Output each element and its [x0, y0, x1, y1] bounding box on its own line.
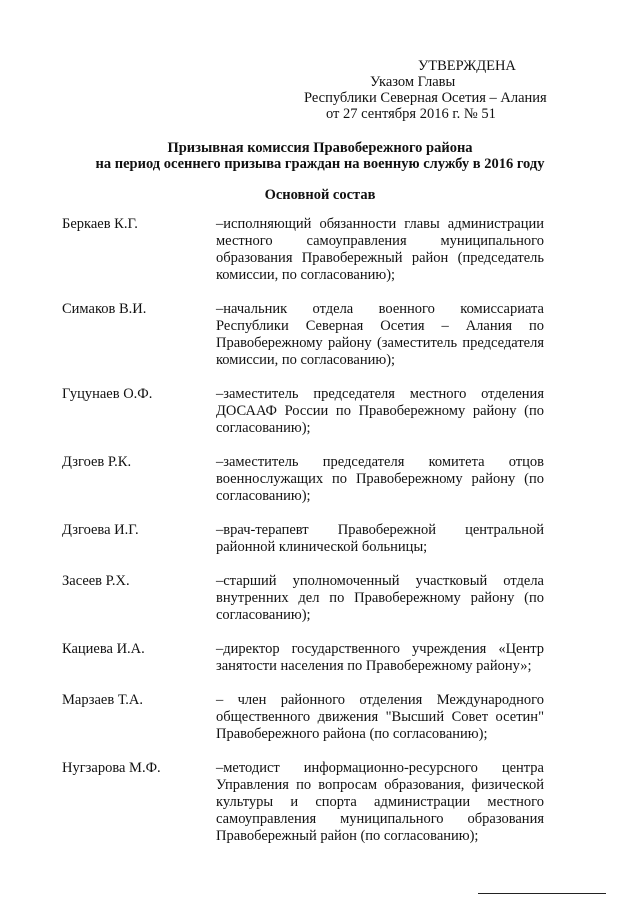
member-name: Нугзарова М.Ф.: [62, 760, 161, 776]
member-entry: [62, 386, 552, 437]
member-role: –методист информационно-ресурсного центра Управления по вопросам образования, физической культуры и спорта администрации местного самоуправления муниципального образования Правобережный район (по согласованию);: [216, 760, 544, 844]
member-name: Симаков В.И.: [62, 301, 147, 317]
member-role: –врач-терапевт Правобережной центральной районной клинической больницы;: [216, 522, 544, 555]
approval-block: [300, 58, 547, 122]
member-name: Кациева И.А.: [62, 641, 145, 657]
member-entry: [62, 760, 552, 845]
member-name: Дзгоев Р.К.: [62, 454, 132, 470]
section-subtitle: Основной состав: [264, 187, 376, 203]
title-line-1: Призывная комиссия Правобережного района: [167, 140, 473, 156]
members-list: [62, 216, 552, 845]
member-role: –заместитель председателя комитета отцов военнослужащих по Правобережному району (по согласованию);: [216, 454, 544, 504]
member-role: –начальник отдела военного комиссариата Республики Северная Осетия – Алания по Правобережному району (заместитель председателя комиссии, по согласованию);: [216, 301, 544, 368]
member-role: – член районного отделения Международного общественного движения "Высший Совет осетин" Правобережного района (по согласованию);: [216, 692, 544, 742]
member-name: Беркаев К.Г.: [62, 216, 138, 232]
member-role: –исполняющий обязанности главы администрации местного самоуправления муниципального образования Правобережный район (председатель комиссии, по согласованию);: [216, 216, 544, 283]
member-entry: [62, 216, 552, 284]
member-name: Марзаев Т.А.: [62, 692, 143, 708]
member-role: –старший уполномоченный участковый отдела внутренних дел по Правобережному району (по согласованию);: [216, 573, 544, 623]
member-name: Гуцунаев О.Ф.: [62, 386, 153, 402]
approval-heading: УТВЕРЖДЕНА: [418, 58, 516, 74]
member-entry: [62, 301, 552, 369]
approval-decree: Указом Главы: [370, 74, 456, 90]
member-entry: [62, 692, 552, 743]
member-entry: [62, 641, 552, 675]
member-entry: [62, 522, 552, 556]
approval-date: от 27 сентября 2016 г. № 51: [326, 106, 496, 122]
footer-rule: [478, 893, 606, 894]
member-role: –директор государственного учреждения «Центр занятости населения по Правобережному району»;: [216, 641, 544, 674]
member-entry: [62, 573, 552, 624]
member-role: –заместитель председателя местного отделения ДОСААФ России по Правобережному району (по согласованию);: [216, 386, 544, 436]
approval-republic: Республики Северная Осетия – Алания: [304, 90, 547, 106]
member-entry: [62, 454, 552, 505]
document-title: [60, 140, 580, 172]
title-line-2: на период осеннего призыва граждан на военную службу в 2016 году: [95, 156, 545, 172]
member-name: Дзгоева И.Г.: [62, 522, 139, 538]
member-name: Засеев Р.Х.: [62, 573, 130, 589]
